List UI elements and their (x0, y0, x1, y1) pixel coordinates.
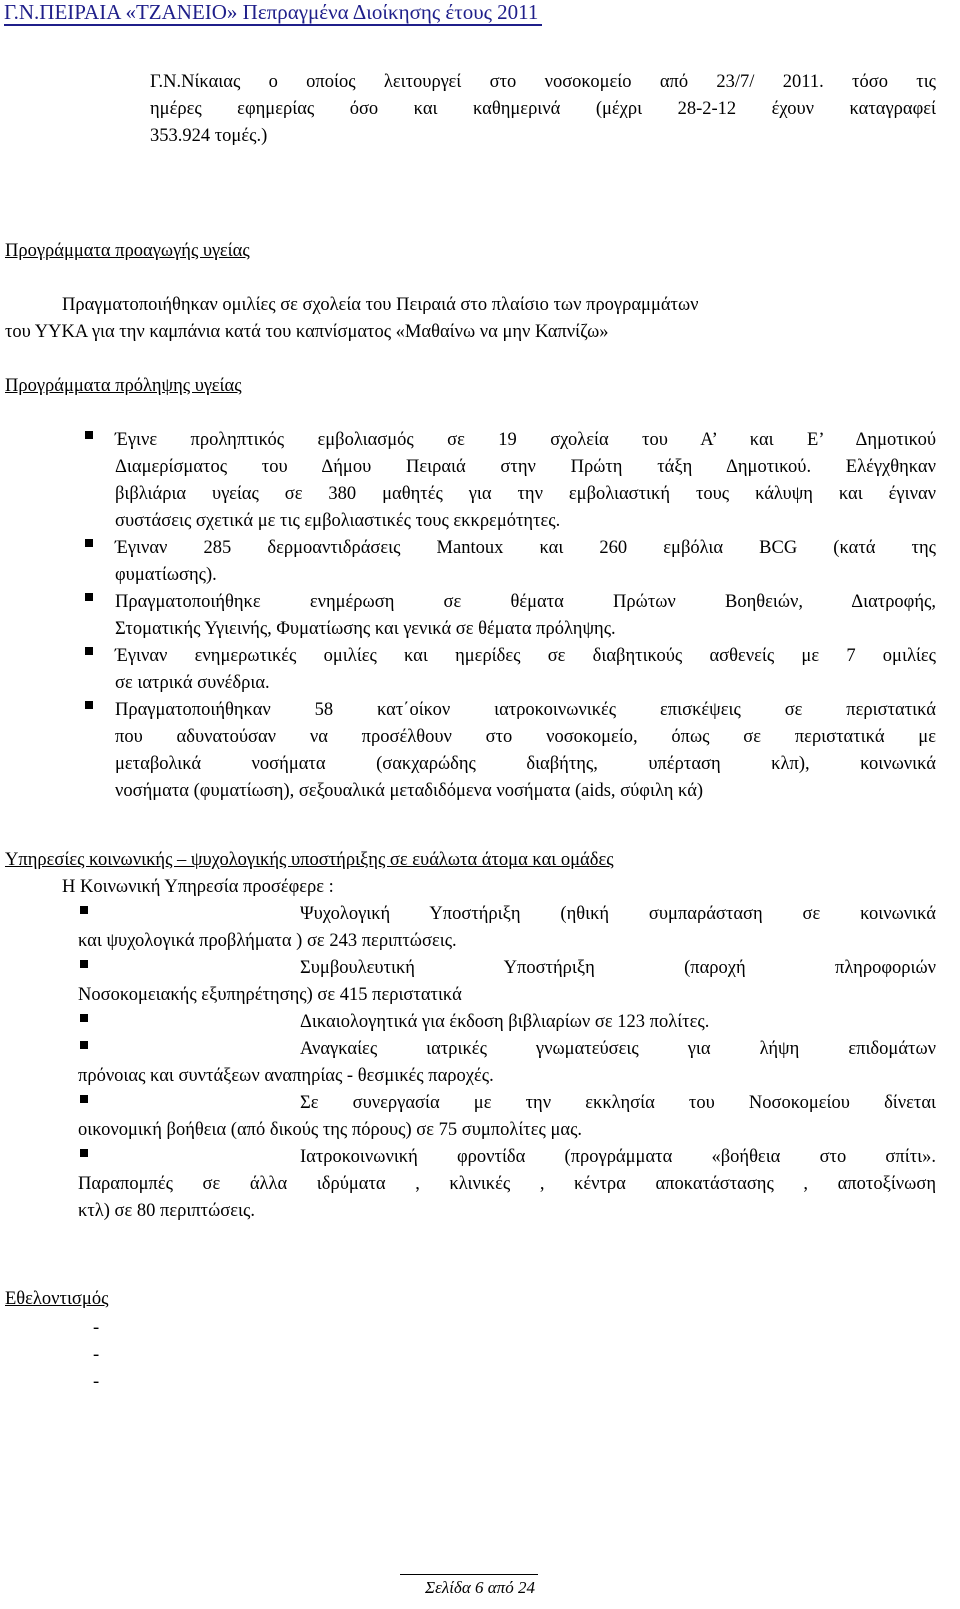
bullet-icon (80, 1095, 88, 1103)
bullet-text: Έγινε προληπτικός εμβολιασμός σε 19 σχολεία του Α’ και Ε’ Δημοτικού (115, 430, 936, 450)
bullet-text: Στοματικής Υγιεινής, Φυματίωσης και γενικά σε θέματα πρόληψης. (115, 619, 616, 639)
dash-item: - (93, 1318, 100, 1338)
bullet-text: που αδυνατούσαν να προσέλθουν στο νοσοκομείο, όπως σε περιστατικά με (115, 727, 936, 747)
bullet-text: βιβλιάρια υγείας σε 380 μαθητές για την εμβολιαστική τους κάλυψη και έγιναν (115, 484, 936, 504)
bullet-icon (80, 1041, 88, 1049)
footer-rule (400, 1574, 538, 1575)
service-item-line: Νοσοκομειακής εξυπηρέτησης) σε 415 περιστατικά (78, 985, 462, 1005)
intro-line: 353.924 τομές.) (150, 126, 268, 146)
service-item-first-line: Δικαιολογητικά για έκδοση βιβλιαρίων σε 123 πολίτες. (300, 1012, 710, 1032)
bullet-text: Έγιναν ενημερωτικές ομιλίες και ημερίδες σε διαβητικούς ασθενείς με 7 ομιλίες (115, 646, 936, 666)
service-item-first-line: Σε συνεργασία με την εκκλησία του Νοσοκομείου δίνεται (300, 1093, 936, 1113)
bullet-text: Έγιναν 285 δερμοαντιδράσεις Mantoux και 260 εμβόλια BCG (κατά της (115, 538, 936, 558)
bullet-icon (85, 539, 93, 547)
service-item-first-line: Αναγκαίες ιατρικές γνωματεύσεις για λήψη επιδομάτων (300, 1039, 936, 1059)
intro-line: Γ.Ν.Νίκαιας ο οποίος λειτουργεί στο νοσοκομείο από 23/7/ 2011. τόσο τις (150, 72, 936, 92)
dash-item: - (93, 1345, 100, 1365)
bullet-icon (80, 1014, 88, 1022)
service-item-line: Παραπομπές σε άλλα ιδρύματα , κλινικές , κέντρα αποκατάστασης , αποτοξίνωση (78, 1174, 936, 1194)
paragraph-line: Πραγματοποιήθηκαν ομιλίες σε σχολεία του Πειραιά στο πλαίσιο των προγραμμάτων (62, 295, 699, 315)
bullet-text: μεταβολικά νοσήματα (σακχαρώδης διαβήτης, υπέρταση κλπ), κοινωνικά (115, 754, 936, 774)
bullet-text: Διαμερίσματος του Δήμου Πειραιά στην Πρώτη τάξη Δημοτικού. Ελέγχθηκαν (115, 457, 936, 477)
section-heading-volunteering: Εθελοντισμός (5, 1289, 109, 1309)
paragraph-line: του ΥΥΚΑ για την καμπάνια κατά του καπνίσματος «Μαθαίνω να μην Καπνίζω» (5, 322, 609, 342)
intro-line: ημέρες εφημερίας όσο και καθημερινά (μέχρι 28-2-12 έχουν καταγραφεί (150, 99, 936, 119)
page-number: Σελίδα 6 από 24 (425, 1578, 535, 1597)
bullet-text: νοσήματα (φυματίωση), σεξουαλικά μεταδιδόμενα νοσήματα (aids, σύφιλη κά) (115, 781, 704, 801)
service-item-line: πρόνοιας και συντάξεων αναπηρίας - θεσμικές παροχές. (78, 1066, 494, 1086)
bullet-icon (80, 906, 88, 914)
service-item-first-line: Ιατροκοινωνική φροντίδα (προγράμματα «βοήθεια στο σπίτι». (300, 1147, 936, 1167)
bullet-text: Πραγματοποιήθηκαν 58 κατ΄οίκον ιατροκοινωνικές επισκέψεις σε περιστατικά (115, 700, 936, 720)
section-heading-health-promotion: Προγράμματα προαγωγής υγείας (5, 241, 250, 261)
bullet-text: συστάσεις σχετικά με τις εμβολιαστικές τους εκκρεμότητες. (115, 511, 561, 531)
section-heading-social-support: Υπηρεσίες κοινωνικής – ψυχολογικής υποστήριξης σε ευάλωτα άτομα και ομάδες (5, 850, 614, 870)
paragraph-line: Η Κοινωνική Υπηρεσία προσέφερε : (62, 877, 334, 897)
dash-item: - (93, 1372, 100, 1392)
bullet-icon (85, 593, 93, 601)
bullet-icon (85, 647, 93, 655)
bullet-icon (85, 701, 93, 709)
bullet-icon (85, 431, 93, 439)
bullet-text: σε ιατρικά συνέδρια. (115, 673, 270, 693)
bullet-text: φυματίωσης). (115, 565, 217, 585)
section-heading-prevention: Προγράμματα πρόληψης υγείας (5, 376, 242, 396)
bullet-icon (80, 960, 88, 968)
service-item-line: και ψυχολογικά προβλήματα ) σε 243 περιπτώσεις. (78, 931, 457, 951)
page-header-title: Γ.Ν.ΠΕΙΡΑΙΑ «ΤΖΑΝΕΙΟ» Πεπραγμένα Διοίκησης έτους 2011 (4, 0, 542, 26)
bullet-text: Πραγματοποιήθηκε ενημέρωση σε θέματα Πρώτων Βοηθειών, Διατροφής, (115, 592, 936, 612)
service-item-first-line: Συμβουλευτική Υποστήριξη (παροχή πληροφοριών (300, 958, 936, 978)
service-item-line: οικονομική βοήθεια (από δικούς της πόρους) σε 75 συμπολίτες μας. (78, 1120, 583, 1140)
service-item-line: κτλ) σε 80 περιπτώσεις. (78, 1201, 255, 1221)
bullet-icon (80, 1149, 88, 1157)
service-item-first-line: Ψυχολογική Υποστήριξη (ηθική συμπαράσταση σε κοινωνικά (300, 904, 936, 924)
